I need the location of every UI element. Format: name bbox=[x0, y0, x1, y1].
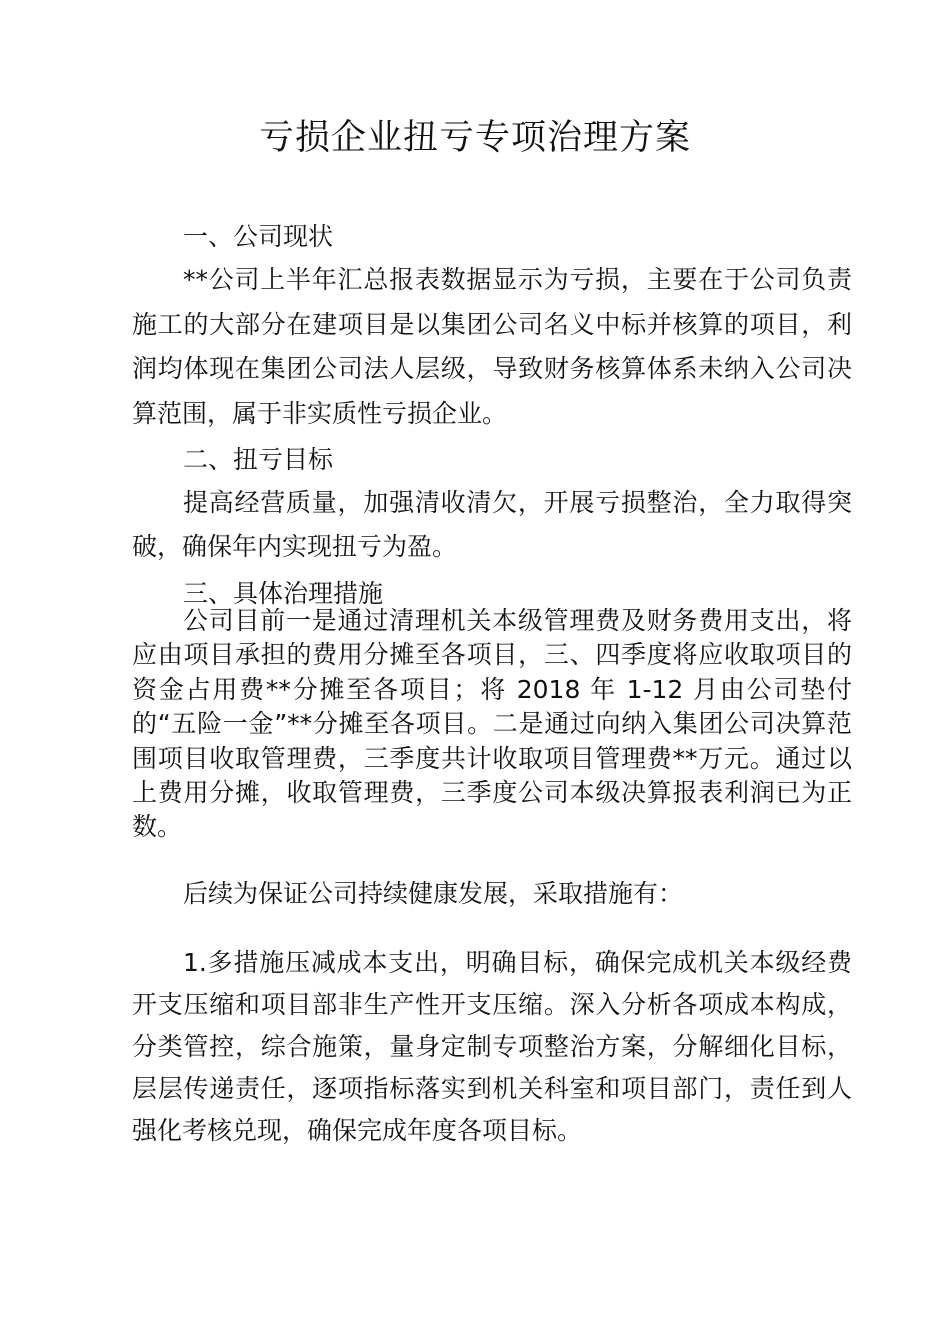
section-body-goal: 提高经营质量，加强清收清欠，开展亏损整治，全力取得突破，确保年内实现扭亏为盈。 bbox=[132, 488, 852, 561]
followup-intro: 后续为保证公司持续健康发展，采取措施有： bbox=[183, 879, 684, 908]
measure-item: 1.多措施压减成本支出，明确目标，确保完成机关本级经费开支压缩和项目部非生产性开支压缩。深入分析各项成本构成，分类管控，综合施策，量身定制专项整治方案，分解细化目标，层层传递责任，逐项指标落实到机关科室和项目部门，责任到人强化考核兑现，确保完成年度各项目标。 bbox=[132, 948, 852, 1145]
section-heading-measures: 三、具体治理措施 bbox=[183, 579, 384, 608]
document-title: 亏损企业扭亏专项治理方案 bbox=[258, 118, 691, 158]
section-heading-status: 一、公司现状 bbox=[183, 222, 334, 251]
section-body-measures: 公司目前一是通过清理机关本级管理费及财务费用支出，将应由项目承担的费用分摊至各项目，三、四季度将应收取项目的资金占用费**分摊至各项目；将 2018 年 1-12 月由公司垫付的“五险一金”**分摊至各项目。二是通过向纳入集团公司决算范围项目收取管理费，三季度共计收取项目管理费**万元。通过以上费用分摊，收取管理费，三季度公司本级决算报表利润已为正数。 bbox=[132, 606, 852, 842]
section-body-status: **公司上半年汇总报表数据显示为亏损，主要在于公司负责施工的大部分在建项目是以集团公司名义中标并核算的项目，利润均体现在集团公司法人层级，导致财务核算体系未纳入公司决算范围，属于非实质性亏损企业。 bbox=[132, 265, 852, 428]
section-heading-goal: 二、扭亏目标 bbox=[183, 445, 334, 474]
